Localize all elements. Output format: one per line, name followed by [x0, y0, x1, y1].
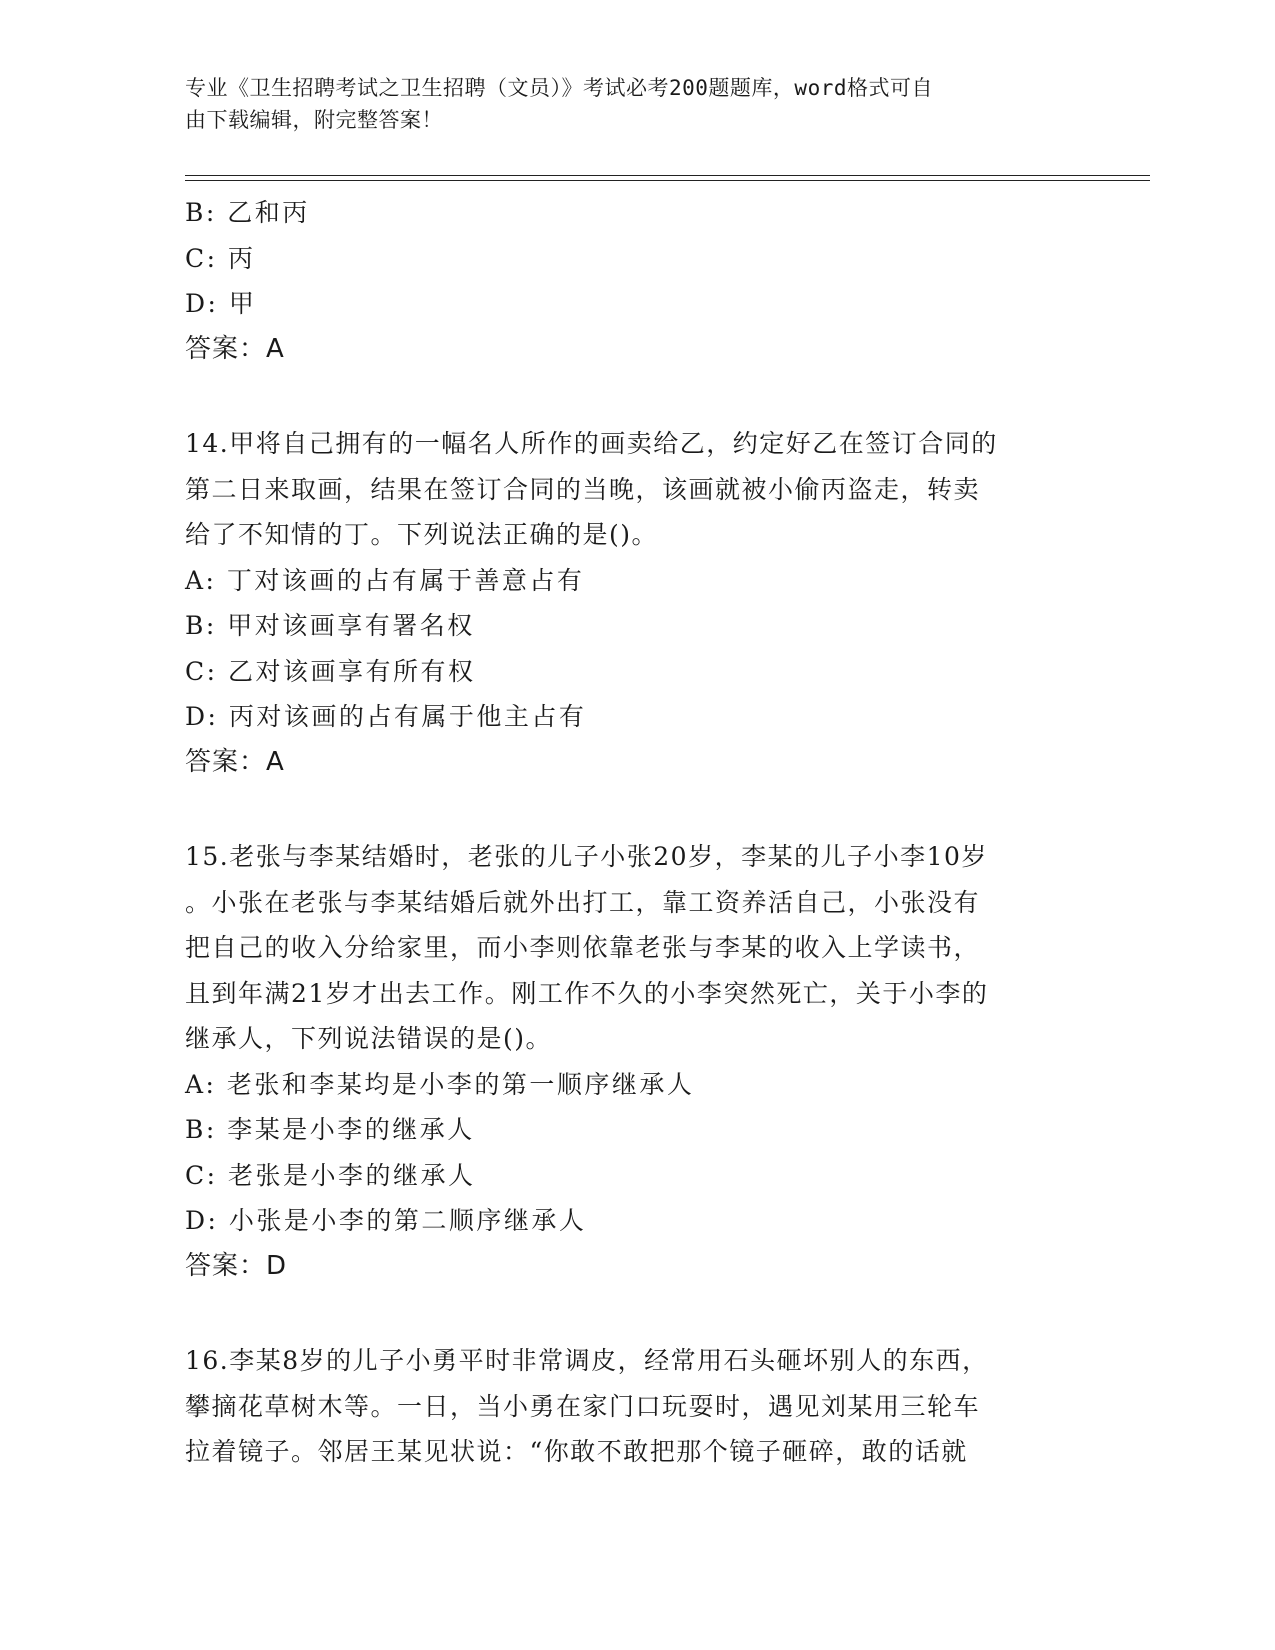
answer-label: 答案：A — [185, 333, 285, 364]
spacer — [185, 372, 1090, 421]
question-text-line: 继承人，下列说法错误的是()。 — [185, 1024, 553, 1053]
option-d: D: 丙对该画的占有属于他主占有 — [185, 702, 587, 731]
question-14 — [185, 421, 1090, 785]
question-text-line: 给了不知情的丁。下列说法正确的是()。 — [185, 520, 659, 549]
header-divider-bottom — [185, 180, 1150, 181]
option-c: C: 乙对该画享有所有权 — [185, 656, 476, 686]
answer-label: 答案：A — [185, 746, 285, 777]
question-text-line: 。小张在老张与李某结婚后就外出打工，靠工资养活自己，小张没有 — [185, 887, 981, 917]
question-text-line: 15.老张与李某结婚时，老张的儿子小张20岁，李某的儿子小李10岁 — [185, 842, 988, 871]
question-text-line: 把自己的收入分给家里，而小李则依靠老张与李某的收入上学读书， — [185, 933, 981, 962]
answer-label: 答案：D — [185, 1250, 288, 1281]
question-text-line: 14.甲将自己拥有的一幅名人所作的画卖给乙，约定好乙在签订合同的 — [185, 429, 998, 458]
question-15 — [185, 834, 1090, 1289]
question-16 — [185, 1338, 1090, 1475]
question-13-tail — [185, 190, 1090, 372]
option-d: D: 甲 — [185, 289, 257, 318]
question-text-line: 拉着镜子。邻居王某见状说：“你敢不敢把那个镜子砸碎，敢的话就 — [185, 1437, 968, 1466]
header-divider-top — [185, 175, 1150, 176]
header-line-1: 专业《卫生招聘考试之卫生招聘（文员）》考试必考200题题库，word格式可自 — [185, 76, 933, 100]
option-b: B: 李某是小李的继承人 — [185, 1115, 475, 1144]
header-line-2: 由下载编辑，附完整答案！ — [185, 108, 443, 132]
question-text-line: 第二日来取画，结果在签订合同的当晚，该画就被小偷丙盗走，转卖 — [185, 474, 981, 504]
option-a: A: 老张和李某均是小李的第一顺序继承人 — [185, 1069, 695, 1099]
option-c: C: 丙 — [185, 243, 256, 273]
option-c: C: 老张是小李的继承人 — [185, 1160, 476, 1190]
document-body — [185, 190, 1090, 1475]
option-b: B: 乙和丙 — [185, 198, 310, 227]
option-a: A: 丁对该画的占有属于善意占有 — [185, 565, 585, 595]
option-d: D: 小张是小李的第二顺序继承人 — [185, 1206, 587, 1235]
spacer — [185, 1289, 1090, 1338]
option-b: B: 甲对该画享有署名权 — [185, 611, 475, 640]
question-text-line: 16.李某8岁的儿子小勇平时非常调皮，经常用石头砸坏别人的东西， — [185, 1346, 989, 1375]
document-header — [185, 72, 1065, 136]
question-text-line: 且到年满21岁才出去工作。刚工作不久的小李突然死亡，关于小李的 — [185, 978, 989, 1008]
question-text-line: 攀摘花草树木等。一日，当小勇在家门口玩耍时，遇见刘某用三轮车 — [185, 1391, 981, 1421]
spacer — [185, 785, 1090, 834]
